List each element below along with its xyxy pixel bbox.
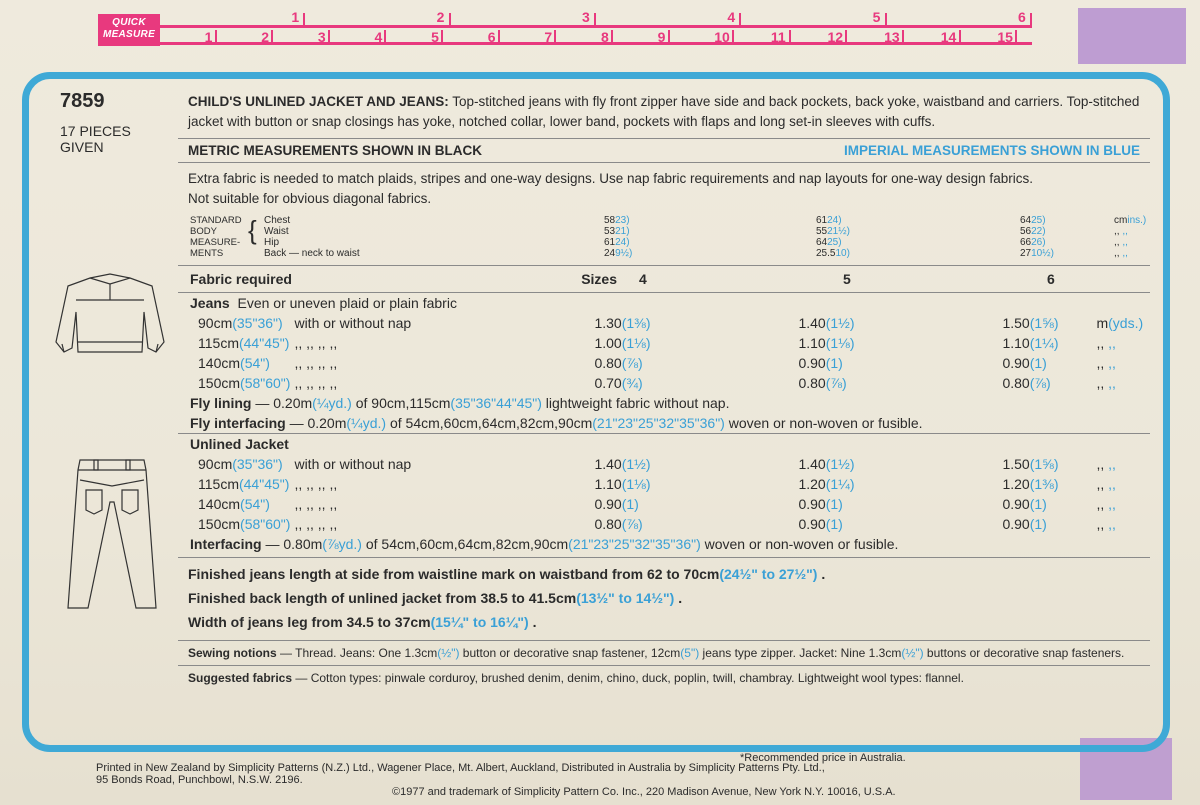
meas-label: STANDARD BODY MEASURE- MENTS (190, 215, 242, 259)
fabric-table (188, 266, 1150, 292)
ruler-tick (668, 30, 670, 45)
ruler-cm-label: 9 (657, 29, 666, 45)
ruler-inch-label: 2 (436, 9, 445, 25)
finished-line: Finished jeans length at side from waistline mark on waistband from 62 to 70cm(24½" to 27½") . (188, 566, 826, 582)
ruler-tick (845, 30, 847, 45)
jeans-title: Jeans (190, 295, 230, 311)
note-line: Extra fabric is needed to match plaids, stripes and one-way designs. Use nap fabric requirements and nap layouts for one-way design fabrics. (188, 171, 1033, 186)
pattern-number: 7859 (60, 90, 105, 112)
ruler-tick (441, 30, 443, 45)
metric-note: METRIC MEASUREMENTS SHOWN IN BLACK (188, 143, 482, 158)
fabric-header-row (188, 266, 1150, 292)
fly-lining-row: Fly lining — 0.20m(¼yd.) of 90cm,115cm(35"36"44"45") lightweight fabric without nap. (190, 395, 730, 411)
ruler-inch-label: 6 (1018, 9, 1026, 25)
ruler-inch-label: 5 (872, 9, 881, 25)
ruler-inch-scale (160, 9, 1032, 28)
fabric-row: 150cm(58"60") ,, ,, ,, ,, 0.70(¾) 0.80(⅞) 0.80(⅞) ,, ,, (198, 375, 1116, 391)
jeans-subtitle: Even or uneven plaid or plain fabric (237, 295, 457, 311)
price-note: *Recommended price in Australia. (740, 752, 906, 764)
ruler-cm-label: 3 (317, 29, 326, 45)
ruler-tick (732, 30, 734, 45)
sizes-label: Sizes (581, 271, 617, 287)
description-text: Top-stitched jeans with fly front zipper have side and back pockets, back yoke, waistband and carriers. Top-stitched jacket with button or snap closings has yoke, notched collar, lower band, pockets with flaps and long set-in sleeves with cuffs. (188, 94, 1140, 129)
envelope-flap-tab (1078, 8, 1186, 64)
ruler-cm-label: 6 (487, 29, 496, 45)
fly-interfacing-row: Fly interfacing — 0.20m(¼yd.) of 54cm,60cm,64cm,82cm,90cm(21"23"25"32"35"36") woven or non-woven or fusible. (190, 415, 923, 431)
ruler-cm-label: 14 (940, 29, 957, 45)
ruler-inch-label: 4 (727, 9, 736, 25)
footer-line: Printed in New Zealand by Simplicity Patterns (N.Z.) Ltd., Wagener Place, Mt. Albert, Auckland, Distributed in Australia by Simplicity Patterns Pty. Ltd., (96, 762, 825, 774)
ruler-cm-scale (160, 28, 1032, 45)
ruler-tick (1030, 13, 1032, 28)
fabric-header: Fabric required (190, 271, 292, 287)
ruler-tick (959, 30, 961, 45)
meas-name: Waist (264, 226, 289, 237)
finished-measurements (178, 558, 1150, 634)
meas-row: STANDARD BODY MEASURE- MENTS { Chest 5823) 6124) 6425) cmins.) (190, 215, 1147, 259)
ruler-tick (303, 13, 305, 28)
ruler-cm-label: 5 (431, 29, 439, 45)
note-line: Not suitable for obvious diagonal fabrics. (188, 191, 432, 206)
fabric-row: 115cm(44"45") ,, ,, ,, ,, 1.10(1⅛) 1.20(1¼) 1.20(1⅜) ,, ,, (198, 476, 1116, 492)
ruler-tick (594, 13, 596, 28)
ruler-tick (384, 30, 386, 45)
imperial-note: IMPERIAL MEASUREMENTS SHOWN IN BLUE (843, 143, 1140, 158)
pieces-count: 17 PIECES GIVEN (60, 123, 131, 155)
ruler-tick (885, 13, 887, 28)
quick-measure-ruler (98, 10, 1038, 44)
footer-line: 95 Bonds Road, Punchbowl, N.S.W. 2196. (96, 774, 303, 786)
ruler-tick (215, 30, 217, 45)
body-measurements-table (188, 215, 1150, 259)
size-4: 4 (639, 271, 647, 287)
ruler-cm-label: 4 (374, 29, 383, 45)
ruler-cm-label: 2 (261, 29, 270, 45)
finished-line: Finished back length of unlined jacket from 38.5 to 41.5cm(13½" to 14½") . (188, 590, 683, 606)
ruler-tick (789, 30, 791, 45)
ruler-cm-label: 12 (827, 29, 844, 45)
ruler-cm-label: 10 (714, 29, 730, 45)
ruler-tick (739, 13, 741, 28)
fabric-row: 140cm(54") ,, ,, ,, ,, 0.90(1) 0.90(1) 0.90(1) ,, ,, (198, 496, 1116, 512)
jacket-title: Unlined Jacket (190, 436, 289, 452)
ruler-cm-label: 1 (204, 29, 213, 45)
fabric-row: 90cm(35"36") with or without nap 1.40(1½) 1.40(1½) 1.50(1⅝) ,, ,, (198, 456, 1116, 472)
meas-name: Chest (264, 215, 291, 226)
ruler-cm-label: 8 (600, 29, 609, 45)
fabric-row: 115cm(44"45") ,, ,, ,, ,, 1.00(1⅛) 1.10(1⅛) 1.10(1¼) ,, ,, (198, 335, 1116, 351)
fabric-notes (178, 163, 1150, 215)
ruler-tick (902, 30, 904, 45)
finished-line: Width of jeans leg from 34.5 to 37cm(15¼" to 16¼") . (188, 614, 537, 630)
pattern-description (178, 86, 1150, 138)
size-5: 5 (843, 271, 851, 287)
ruler-inch-label: 3 (582, 9, 590, 25)
quick-measure-badge: QUICK MEASURE (98, 14, 160, 46)
meas-row: Hip 6124) 6425) 6626) ,, ,, (264, 237, 1128, 248)
meas-name: Back — neck to waist (264, 248, 360, 259)
ruler-inch-label: 1 (291, 9, 300, 25)
ruler-tick (554, 30, 556, 45)
fabric-row: 90cm(35"36") with or without nap 1.30(1⅜) 1.40(1½) 1.50(1⅝) m(yds.) (198, 315, 1144, 331)
ruler-tick (271, 30, 273, 45)
ruler-tick (498, 30, 500, 45)
ruler-tick (1015, 30, 1017, 45)
sewing-notions: Sewing notions — Thread. Jeans: One 1.3cm(½") button or decorative snap fastener, 12cm(5") jeans type zipper. Jacket: Nine 1.3cm(½") buttons or decorative snap fasteners. (188, 646, 1125, 660)
ruler-cm-label: 15 (997, 29, 1013, 45)
suggested-fabrics: Suggested fabrics — Cotton types: pinwale corduroy, brushed denim, denim, chino, duck, poplin, twill, chambray. Lightweight wool types: flannel. (188, 671, 964, 685)
units-row (178, 139, 1150, 162)
ruler-tick (328, 30, 330, 45)
size-6: 6 (1047, 271, 1055, 287)
ruler-cm-label: 11 (770, 29, 786, 45)
fabric-row: 150cm(58"60") ,, ,, ,, ,, 0.80(⅞) 0.90(1) 0.90(1) ,, ,, (198, 516, 1116, 532)
jeans-fabric-table (188, 293, 1150, 433)
jacket-back-drawing (52, 272, 168, 364)
description-title: CHILD'S UNLINED JACKET AND JEANS: (188, 94, 449, 109)
ruler-cm-label: 13 (884, 29, 900, 45)
pattern-info (60, 90, 170, 155)
meas-row: Waist 5321) 5521½) 5622) ,, ,, (264, 226, 1128, 237)
jacket-fabric-table (188, 434, 1150, 554)
pattern-content (178, 86, 1150, 690)
jeans-back-drawing (66, 456, 158, 614)
meas-row: Back — neck to waist 249½) 25.510) 2710½) ,, ,, (264, 248, 1128, 259)
interfacing-row: Interfacing — 0.80m(⅞yd.) of 54cm,60cm,64cm,82cm,90cm(21"23"25"32"35"36") woven or non-woven or fusible. (190, 536, 899, 552)
ruler-tick (449, 13, 451, 28)
ruler-cm-label: 7 (544, 29, 553, 45)
meas-name: Hip (264, 237, 280, 248)
ruler-tick (611, 30, 613, 45)
fabric-row: 140cm(54") ,, ,, ,, ,, 0.80(⅞) 0.90(1) 0.90(1) ,, ,, (198, 355, 1116, 371)
footer-line: ©1977 and trademark of Simplicity Pattern Co. Inc., 220 Madison Avenue, New York N.Y. 10016, U.S.A. (392, 786, 896, 798)
